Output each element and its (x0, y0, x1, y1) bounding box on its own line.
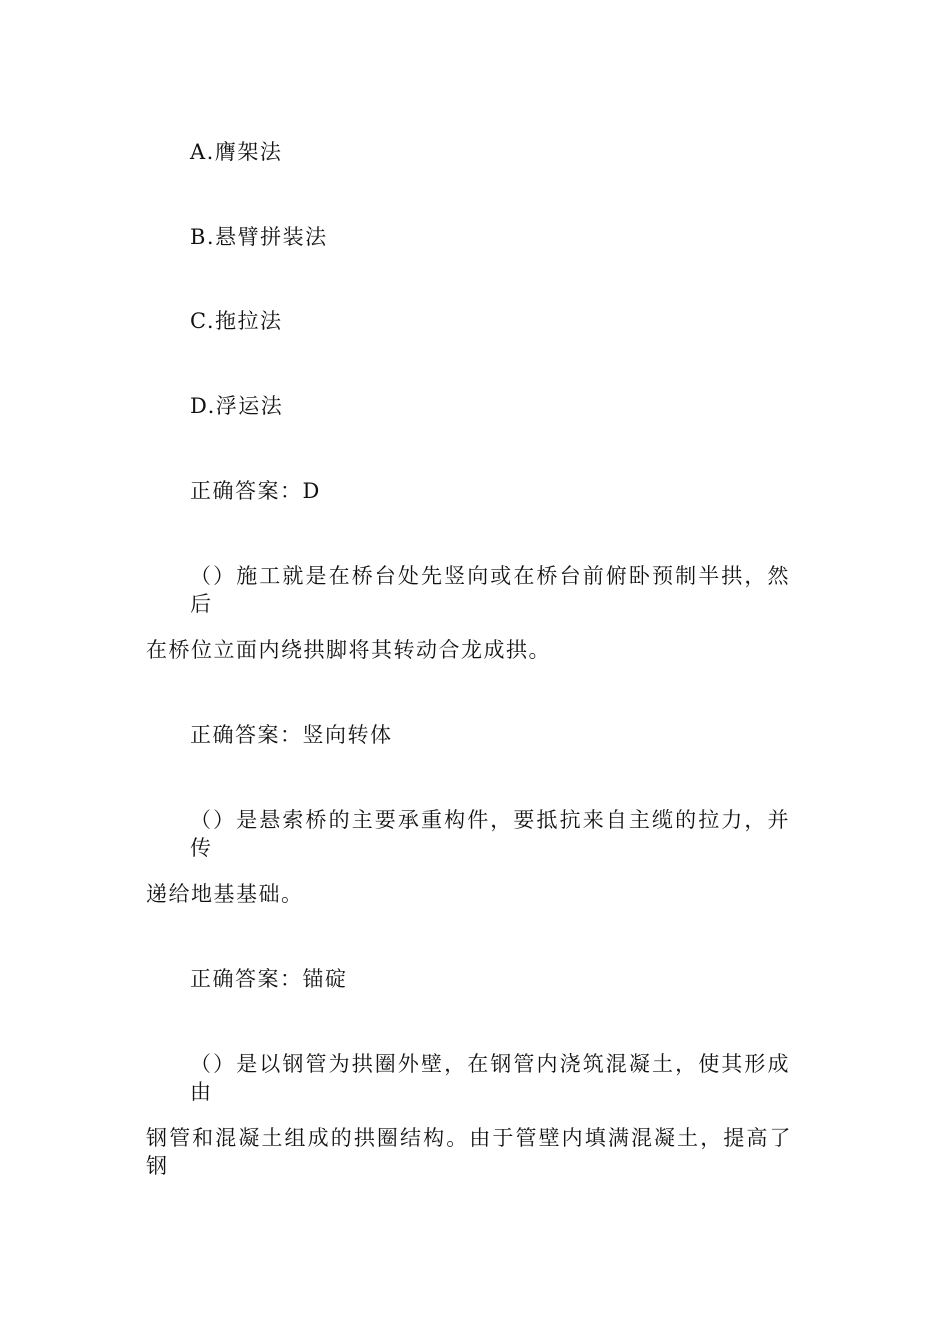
option-d: D.浮运法 (190, 394, 284, 418)
question-2-line-2: 在桥位立面内绕拱脚将其转动合龙成拱。 (146, 638, 551, 662)
question-4-line-2: 钢管和混凝土组成的拱圈结构。由于管壁内填满混凝土，提高了钢 (146, 1126, 792, 1178)
option-a: A.膺架法 (190, 140, 283, 164)
question-3-line-2: 递给地基基础。 (146, 882, 304, 906)
option-c: C.拖拉法 (190, 309, 283, 333)
option-b: B.悬臂拼装法 (190, 225, 328, 249)
answer-2: 正确答案：竖向转体 (190, 723, 393, 747)
question-4-line-1: （）是以钢管为拱圈外壁，在钢管内浇筑混凝土，使其形成由 (190, 1052, 790, 1104)
question-2-line-1: （）施工就是在桥台处先竖向或在桥台前俯卧预制半拱，然后 (190, 564, 790, 616)
answer-1: 正确答案：D (190, 479, 321, 503)
question-3-line-1: （）是悬索桥的主要承重构件，要抵抗来自主缆的拉力，并传 (190, 808, 790, 860)
answer-3: 正确答案：锚碇 (190, 967, 348, 991)
